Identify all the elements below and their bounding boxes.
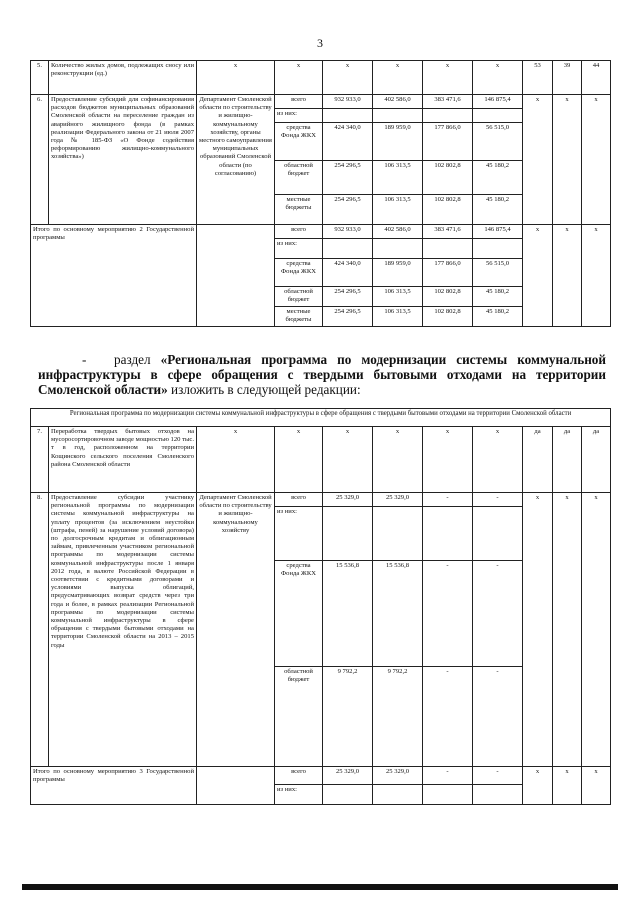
amount-cell: 932 933,0 xyxy=(323,225,373,239)
amount-cell: 45 180,2 xyxy=(473,287,523,307)
cell: х xyxy=(582,95,611,225)
source-cell: из них: xyxy=(275,785,323,805)
amount-cell: 189 959,0 xyxy=(373,123,423,161)
executor-cell: Департамент Смоленской области по строительству и жилищно-коммунальному хозяйству, органы местного самоуправления муниципальных образований Смоленской области (по согласованию) xyxy=(197,95,275,225)
program-table-part1 xyxy=(30,60,611,327)
indicator-cell: 44 xyxy=(582,61,611,95)
amount-cell: 383 471,6 xyxy=(423,95,473,109)
amount-cell: 424 340,0 xyxy=(323,123,373,161)
amount-cell: - xyxy=(423,493,473,507)
cell: х xyxy=(423,427,473,493)
amount-cell: 254 296,5 xyxy=(323,307,373,327)
amount-cell: 9 792,2 xyxy=(373,667,423,767)
amount-cell: 146 875,4 xyxy=(473,95,523,109)
amount-cell: 45 180,2 xyxy=(473,161,523,195)
amount-cell: - xyxy=(473,493,523,507)
amount-cell: 9 792,2 xyxy=(323,667,373,767)
table-row xyxy=(31,95,611,109)
cell: х xyxy=(523,767,553,805)
amount-cell: 932 933,0 xyxy=(323,95,373,109)
cell: х xyxy=(582,767,611,805)
amount-cell: 56 515,0 xyxy=(473,123,523,161)
program-table-part2 xyxy=(30,408,611,805)
row-description: Предоставление субсидии участнику региональной программы по модернизации системы коммунальной инфраструктуры на уплату процентов (за исключением неустойки (штрафа, пеней) за нарушение условий договора) по долгосрочным кредитам и облигационным займам, привлеченным участником региональной программы по модернизации системы коммунальной инфраструктуры после 1 января 2012 года, в валюте Российской Федерации в соответствии с кредитными договорами и условиями выпуска облигаций, предусматривающих возврат средств через три года и более, в рамках реализации Региональной программы по модернизации системы коммунальной инфраструктуры в сфере обращения с твердыми бытовыми отходами на территории Смоленской области на 2013 – 2015 годы xyxy=(49,493,197,767)
amount-cell: 106 313,5 xyxy=(373,287,423,307)
cell: х xyxy=(423,61,473,95)
amount-cell: 102 802,8 xyxy=(423,195,473,225)
source-cell: местные бюджеты xyxy=(275,195,323,225)
amount-cell: 106 313,5 xyxy=(373,195,423,225)
source-cell: областной бюджет xyxy=(275,161,323,195)
source-cell: средства Фонда ЖКХ xyxy=(275,123,323,161)
section-header: Региональная программа по модернизации системы коммунальной инфраструктуры в сфере обращения с твердыми бытовыми отходами на территории Смоленской области xyxy=(31,409,611,427)
cell: х xyxy=(523,225,553,327)
source-cell: из них: xyxy=(275,239,323,259)
cell: х xyxy=(473,427,523,493)
source-cell: из них: xyxy=(275,507,323,561)
amount-cell: 146 875,4 xyxy=(473,225,523,239)
indicator-cell: да xyxy=(582,427,611,493)
row-description: Предоставление субсидий для софинансирования расходов бюджетов муниципальных образований Смоленской области на переселение граждан из аварийного жилищного фонда (в рамках реализации Федерального закона от 21 июля 2007 года № 185-ФЗ «О Фонде содействия реформированию жилищно-коммунального хозяйства») xyxy=(49,95,197,225)
paragraph-tail: изложить в следующей редакции: xyxy=(171,382,361,397)
cell: х xyxy=(553,225,582,327)
row-number: 6. xyxy=(31,95,49,225)
amount-cell: - xyxy=(473,561,523,667)
source-cell: средства Фонда ЖКХ xyxy=(275,561,323,667)
amount-cell: 383 471,6 xyxy=(423,225,473,239)
cell: х xyxy=(582,493,611,767)
amount-cell: 102 802,8 xyxy=(423,307,473,327)
amount-cell: 402 586,0 xyxy=(373,95,423,109)
total-label: Итого по основному мероприятию 3 Государственной программы xyxy=(31,767,197,805)
amount-cell: 25 329,0 xyxy=(373,767,423,785)
amount-cell: 254 296,5 xyxy=(323,161,373,195)
row-description: Количество жилых домов, подлежащих сносу или реконструкции (ед.) xyxy=(49,61,197,95)
source-cell: всего xyxy=(275,95,323,109)
table-row xyxy=(31,767,611,785)
amount-cell: 56 515,0 xyxy=(473,259,523,287)
row-description: Переработка твердых бытовых отходов на мусоросортировочном заводе мощностью 120 тыс. т в год, расположенном на территории Кощинского сельского поселения Смоленского района Смоленской области xyxy=(49,427,197,493)
amount-cell: 177 866,0 xyxy=(423,259,473,287)
amount-cell: - xyxy=(473,667,523,767)
table-row xyxy=(31,427,611,493)
source-cell: средства Фонда ЖКХ xyxy=(275,259,323,287)
amount-cell: 402 586,0 xyxy=(373,225,423,239)
executor-cell: Департамент Смоленской области по строительству и жилищно-коммунальному хозяйству xyxy=(197,493,275,767)
amount-cell: 45 180,2 xyxy=(473,195,523,225)
cell: х xyxy=(582,225,611,327)
amount-cell: - xyxy=(423,667,473,767)
indicator-cell: да xyxy=(553,427,582,493)
cell: х xyxy=(553,767,582,805)
amount-cell: 254 296,5 xyxy=(323,195,373,225)
cell: х xyxy=(275,61,323,95)
cell: х xyxy=(373,61,423,95)
amount-cell: 25 329,0 xyxy=(373,493,423,507)
row-number: 8. xyxy=(31,493,49,767)
amount-cell: - xyxy=(423,561,473,667)
total-label: Итого по основному мероприятию 2 Государственной программы xyxy=(31,225,197,327)
amount-cell: 254 296,5 xyxy=(323,287,373,307)
cell: х xyxy=(197,61,275,95)
cell: х xyxy=(323,61,373,95)
source-cell: всего xyxy=(275,493,323,507)
cell: х xyxy=(523,493,553,767)
amount-cell: - xyxy=(423,767,473,785)
amount-cell: 102 802,8 xyxy=(423,287,473,307)
source-cell: местные бюджеты xyxy=(275,307,323,327)
row-number: 7. xyxy=(31,427,49,493)
amount-cell: 15 536,8 xyxy=(323,561,373,667)
amount-cell: - xyxy=(473,767,523,785)
paragraph-lead: раздел xyxy=(114,352,151,367)
amount-cell: 189 959,0 xyxy=(373,259,423,287)
cell: х xyxy=(553,493,582,767)
cell: х xyxy=(323,427,373,493)
amount-cell: 25 329,0 xyxy=(323,493,373,507)
cell: х xyxy=(275,427,323,493)
amount-cell: 15 536,8 xyxy=(373,561,423,667)
source-cell: всего xyxy=(275,767,323,785)
section-title: «Региональная программа по модернизации системы коммунальной инфраструктуры в сфере обращения с твердыми бытовыми отходами на территории Смоленской области» xyxy=(38,352,606,397)
source-cell: областной бюджет xyxy=(275,287,323,307)
amount-cell: 424 340,0 xyxy=(323,259,373,287)
cell: х xyxy=(197,427,275,493)
source-cell: всего xyxy=(275,225,323,239)
dash: - xyxy=(82,352,87,367)
table-row xyxy=(31,493,611,507)
table-row xyxy=(31,409,611,427)
amount-cell: 25 329,0 xyxy=(323,767,373,785)
amount-cell: 45 180,2 xyxy=(473,307,523,327)
page-number: 3 xyxy=(317,36,323,50)
amount-cell: 106 313,5 xyxy=(373,307,423,327)
indicator-cell: 53 xyxy=(523,61,553,95)
amount-cell: 177 866,0 xyxy=(423,123,473,161)
cell: х xyxy=(553,95,582,225)
source-cell: из них: xyxy=(275,109,323,123)
cell: х xyxy=(523,95,553,225)
row-number: 5. xyxy=(31,61,49,95)
cell: х xyxy=(473,61,523,95)
indicator-cell: да xyxy=(523,427,553,493)
table-row xyxy=(31,225,611,239)
source-cell: областной бюджет xyxy=(275,667,323,767)
amount-cell: 102 802,8 xyxy=(423,161,473,195)
amount-cell: 106 313,5 xyxy=(373,161,423,195)
indicator-cell: 39 xyxy=(553,61,582,95)
amendment-paragraph xyxy=(38,352,606,397)
page-bottom-rule xyxy=(22,884,618,890)
cell: х xyxy=(373,427,423,493)
table-row xyxy=(31,61,611,95)
